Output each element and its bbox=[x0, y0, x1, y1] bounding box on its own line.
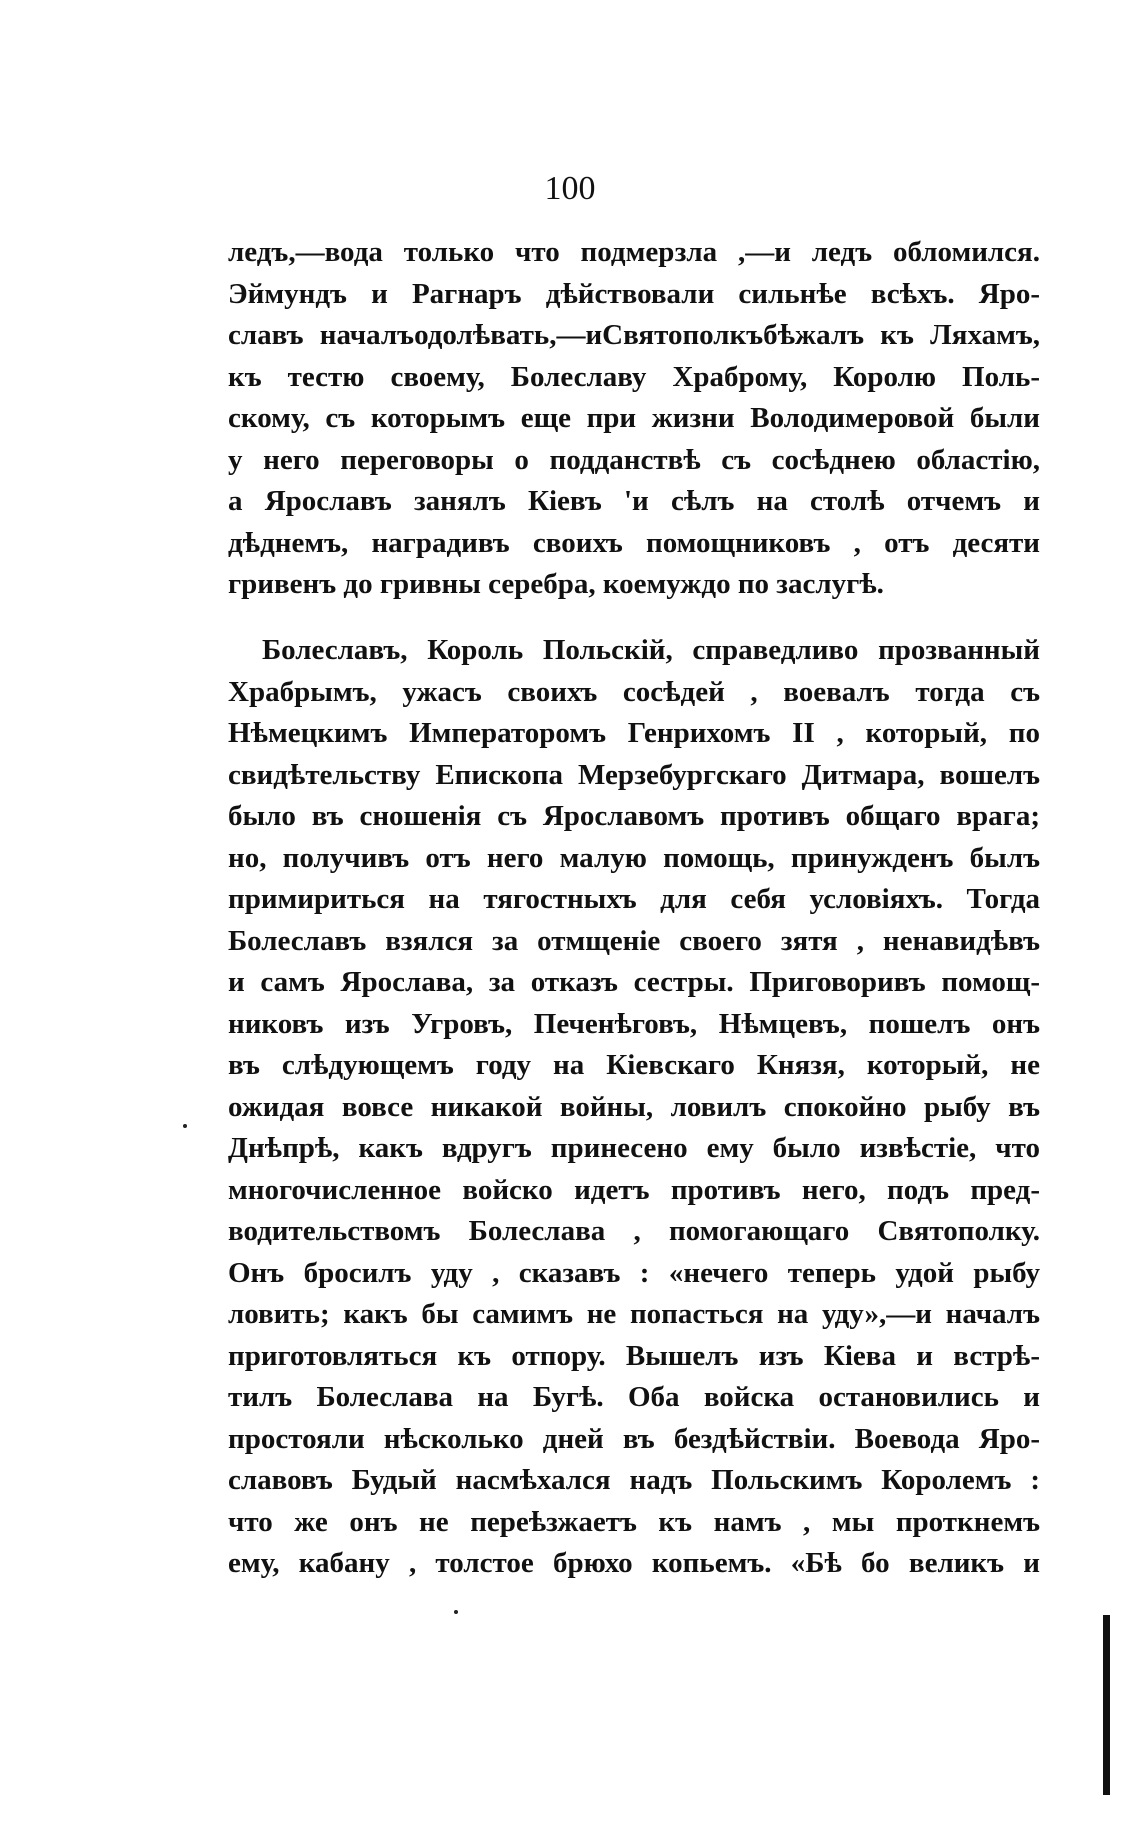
text-line: Днѣпрѣ, какъ вдругъ принесено ему было извѣстіе, что bbox=[228, 1132, 1040, 1164]
text-line: тилъ Болеслава на Бугѣ. Оба войска остановились и bbox=[228, 1381, 1040, 1413]
text-line: многочисленное войско идетъ противъ него, подъ пред- bbox=[228, 1173, 1040, 1206]
scan-speck bbox=[183, 1124, 187, 1128]
text-line: простояли нѣсколько дней въ бездѣйствіи. Воевода Яро- bbox=[228, 1422, 1040, 1455]
page-number: 100 bbox=[544, 170, 596, 207]
text-line: водительствомъ Болеслава , помогающаго Святополку. bbox=[228, 1215, 1040, 1247]
text-line: Нѣмецкимъ Императоромъ Генрихомъ II , который, по bbox=[228, 717, 1040, 749]
text-line: къ тестю своему, Болеславу Храброму, Королю Поль- bbox=[228, 360, 1040, 393]
text-line: ожидая вовсе никакой войны, ловилъ спокойно рыбу въ bbox=[228, 1090, 1040, 1123]
text-line: Болеславъ взялся за отмщеніе своего зятя , ненавидѣвъ bbox=[228, 924, 1040, 957]
text-line: приготовляться къ отпору. Вышелъ изъ Кіева и встрѣ- bbox=[228, 1339, 1040, 1372]
text-line: ледъ,—вода только что подмерзла ,—и ледъ обломился. bbox=[228, 236, 1040, 268]
text-line: гривенъ до гривны серебра, коемуждо по заслугѣ. bbox=[228, 568, 884, 600]
text-line: а Ярославъ занялъ Кіевъ 'и сѣлъ на столѣ отчемъ и bbox=[228, 485, 1040, 517]
text-line: свидѣтельству Епископа Мерзебургскаго Дитмара, вошелъ bbox=[228, 758, 1040, 791]
text-line: но, получивъ отъ него малую помощь, принужденъ былъ bbox=[228, 841, 1040, 874]
text-line: Болеславъ, Король Польскій, справедливо прозванный bbox=[262, 634, 1040, 666]
paragraph-2 bbox=[228, 630, 1040, 1585]
text-line: примириться на тягостныхъ для себя условіяхъ. Тогда bbox=[228, 883, 1040, 915]
text-line: Эймундъ и Рагнаръ дѣйствовали сильнѣе всѣхъ. Яро- bbox=[228, 277, 1040, 310]
text-line: Храбрымъ, ужасъ своихъ сосѣдей , воевалъ тогда съ bbox=[228, 675, 1040, 708]
text-line: славъ началъодолѣвать,—иСвятополкъбѣжалъ къ Ляхамъ, bbox=[228, 319, 1040, 351]
text-line: у него переговоры о подданствѣ съ сосѣднею областію, bbox=[228, 443, 1040, 476]
text-line: въ слѣдующемъ году на Кіевскаго Князя, который, не bbox=[228, 1049, 1040, 1081]
scan-speck bbox=[454, 1610, 458, 1614]
text-line: и самъ Ярослава, за отказъ сестры. Приговоривъ помощ- bbox=[228, 966, 1040, 998]
text-line: скому, съ которымъ еще при жизни Володимеровой были bbox=[228, 402, 1040, 434]
text-line: дѣднемъ, наградивъ своихъ помощниковъ , отъ десяти bbox=[228, 526, 1040, 559]
text-line: было въ сношенія съ Ярославомъ противъ общаго врага; bbox=[228, 800, 1040, 832]
text-line: Онъ бросилъ уду , сказавъ : «нечего теперь удой рыбу bbox=[228, 1256, 1040, 1289]
paragraph-1 bbox=[228, 232, 1040, 606]
text-line: никовъ изъ Угровъ, Печенѣговъ, Нѣмцевъ, пошелъ онъ bbox=[228, 1007, 1040, 1040]
scan-edge-line bbox=[1103, 1615, 1110, 1795]
text-line: ловить; какъ бы самимъ не попасться на уду»,—и началъ bbox=[228, 1298, 1040, 1330]
text-line: славовъ Будый насмѣхался надъ Польскимъ Королемъ : bbox=[228, 1464, 1040, 1496]
text-line: что же онъ не переѣзжаетъ къ намъ , мы проткнемъ bbox=[228, 1505, 1040, 1538]
text-line: ему, кабану , толстое брюхо копьемъ. «Бѣ бо великъ и bbox=[228, 1547, 1040, 1579]
